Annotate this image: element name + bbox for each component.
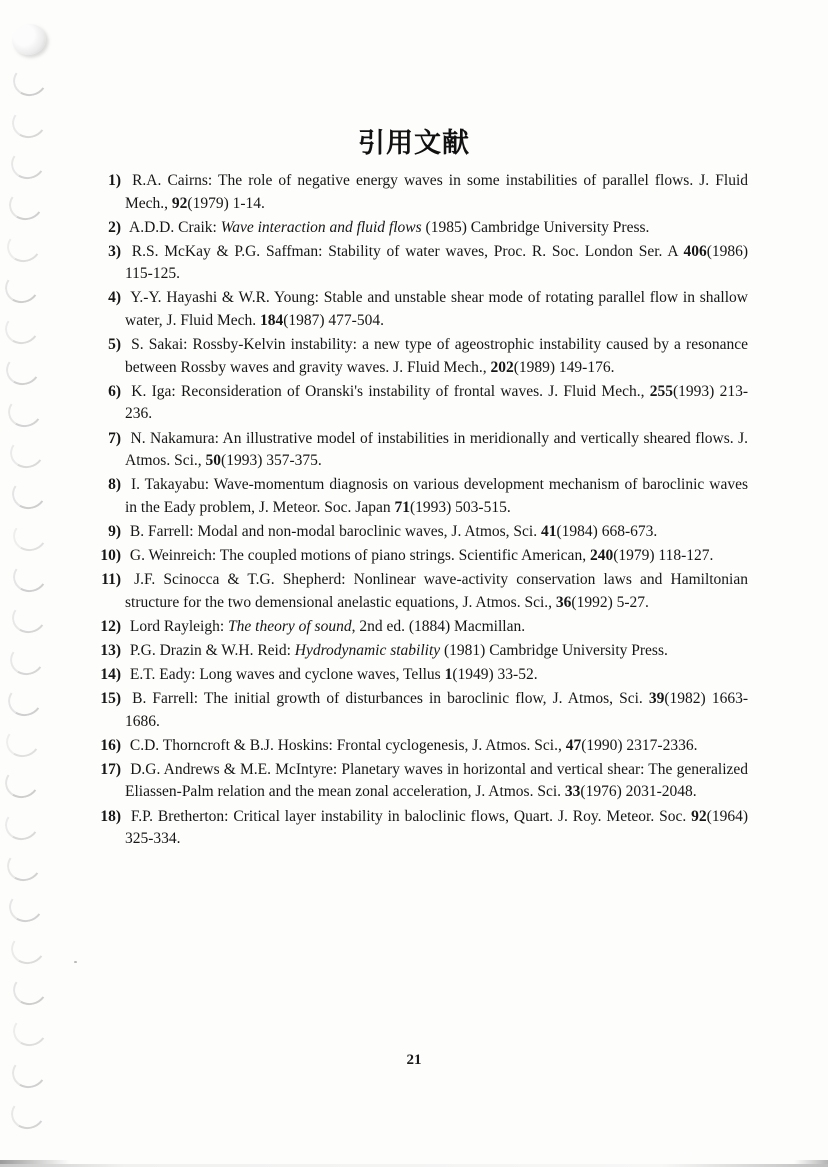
reference-text: (1976) 2031-2048. xyxy=(580,783,697,801)
reference-number: 8) xyxy=(108,476,121,494)
binding-hole xyxy=(8,1095,48,1132)
binding-hole xyxy=(3,351,43,388)
reference-number: 11) xyxy=(101,571,121,589)
binding-hole xyxy=(2,806,42,843)
binding-hole xyxy=(5,682,45,719)
reference-text: (1981) Cambridge University Press. xyxy=(440,641,668,659)
page-number: 21 xyxy=(406,1052,422,1068)
reference-item xyxy=(100,735,748,758)
reference-text: F.P. Bretherton: Critical layer instability in baloclinic flows, Quart. J. Roy. Meteor. Soc. xyxy=(130,807,692,825)
reference-text: 50 xyxy=(205,452,222,470)
reference-item xyxy=(100,806,748,851)
reference-text: (1993) 213-236. xyxy=(125,382,749,423)
reference-text: 47 xyxy=(565,736,582,754)
reference-text: 36 xyxy=(555,593,572,611)
reference-number: 12) xyxy=(100,617,121,635)
reference-number: 7) xyxy=(108,429,121,447)
reference-item xyxy=(100,334,748,379)
reference-text: (1985) Cambridge University Press. xyxy=(421,218,650,236)
reference-text: R.A. Cairns: The role of negative energy waves in some instabilities of parallel flows. J. Fluid Mech., xyxy=(125,172,749,212)
reference-text: B. Farrell: Modal and non-modal baroclinic waves, J. Atmos, Sci. xyxy=(129,522,541,540)
reference-number: 15) xyxy=(100,690,121,708)
binding-hole xyxy=(9,599,49,636)
reference-item xyxy=(100,569,748,614)
reference-item xyxy=(100,381,748,426)
reference-text: S. Sakai: Rossby-Kelvin instability: a new type of ageostrophic instability caused by a resonance between Rossby waves and gravity waves. J. Fluid Mech., xyxy=(125,336,748,376)
binding-hole xyxy=(10,1012,50,1049)
reference-text: (1979) 118-127. xyxy=(613,547,714,564)
reference-text: 92 xyxy=(171,194,188,212)
reference-text: 184 xyxy=(259,312,284,330)
reference-text: K. Iga: Reconsideration of Oranski's instability of frontal waves. J. Fluid Mech., xyxy=(131,382,650,400)
binding-hole xyxy=(2,310,42,347)
reference-text: 406 xyxy=(683,242,707,260)
reference-text: (1964) 325-334. xyxy=(125,807,748,848)
binding-hole xyxy=(10,62,50,99)
reference-item xyxy=(100,521,748,544)
reference-item xyxy=(100,616,748,639)
binding-hole xyxy=(10,517,50,554)
reference-text: 240 xyxy=(589,547,614,564)
reference-text: 39 xyxy=(648,690,665,708)
binding-hole xyxy=(6,186,46,223)
reference-text: 71 xyxy=(394,498,410,516)
reference-number: 9) xyxy=(108,522,121,540)
reference-text: J.F. Scinocca & T.G. Shepherd: Nonlinear wave-activity conservation laws and Hamiltonian structure for the two demensional anelastic equations, J. Atmos. Sci., xyxy=(125,571,748,611)
reference-text: Hydrodynamic stability xyxy=(294,641,441,659)
reference-item xyxy=(100,664,748,687)
reference-number: 5) xyxy=(108,336,121,354)
reference-item xyxy=(100,170,748,215)
reference-text: (1986) 115-125. xyxy=(125,242,749,283)
reference-text: 92 xyxy=(691,807,707,825)
reference-item xyxy=(100,640,748,663)
binding-hole xyxy=(4,847,44,884)
reference-text: 33 xyxy=(564,783,581,801)
reference-text: Wave interaction and fluid flows xyxy=(220,218,422,236)
reference-number: 2) xyxy=(108,218,121,236)
reference-number: 17) xyxy=(100,760,121,778)
reference-text: (1989) 149-176. xyxy=(513,358,615,376)
binding-hole xyxy=(9,21,49,58)
binding-hole xyxy=(5,393,45,430)
binding-hole xyxy=(2,764,42,801)
reference-item xyxy=(100,241,748,286)
binding-hole xyxy=(9,475,49,512)
reference-text: (1979) 1-14. xyxy=(187,194,265,212)
reference-item xyxy=(100,759,748,804)
reference-text: 1 xyxy=(444,665,453,683)
binding-hole xyxy=(10,558,50,595)
reference-text: 202 xyxy=(490,358,514,376)
reference-text: , 2nd ed. (1884) Macmillan. xyxy=(351,617,526,635)
reference-text: E.T. Eady: Long waves and cyclone waves, Tellus xyxy=(129,665,445,683)
reference-number: 10) xyxy=(100,547,121,564)
reference-item xyxy=(100,428,748,473)
reference-number: 4) xyxy=(108,289,121,307)
reference-number: 3) xyxy=(108,242,121,260)
reference-text: The theory of sound xyxy=(228,617,352,635)
reference-text: N. Nakamura: An illustrative model of instabilities in meridionally and vertically sheared flows. J. Atmos. Sci., xyxy=(125,429,749,470)
reference-number: 18) xyxy=(100,807,121,825)
reference-text: (1990) 2317-2336. xyxy=(581,736,698,754)
reference-list xyxy=(100,170,748,852)
binding-hole xyxy=(10,971,50,1008)
reference-text: (1993) 357-375. xyxy=(221,452,322,470)
reference-item xyxy=(100,287,748,332)
binding-hole xyxy=(6,888,46,925)
reference-text: (1992) 5-27. xyxy=(571,593,649,611)
binding-hole xyxy=(2,269,42,306)
scan-speck xyxy=(74,961,77,963)
reference-item xyxy=(100,217,748,240)
binding-holes xyxy=(0,0,60,1167)
binding-hole xyxy=(3,723,43,760)
reference-text: 255 xyxy=(649,382,673,400)
reference-item xyxy=(100,474,748,519)
reference-number: 16) xyxy=(100,736,121,754)
reference-text: C.D. Thorncroft & B.J. Hoskins: Frontal cyclogenesis, J. Atmos. Sci., xyxy=(129,736,566,754)
binding-hole xyxy=(7,641,47,678)
reference-text: I. Takayabu: Wave-momentum diagnosis on various development mechanism of baroclinic waves in the Eady problem, J. Meteor. Soc. Japan xyxy=(125,476,748,516)
reference-text: B. Farrell: The initial growth of disturbances in baroclinic flow, J. Atmos, Sci. xyxy=(132,690,649,708)
reference-item xyxy=(100,688,748,733)
reference-text: (1949) 33-52. xyxy=(452,665,538,683)
reference-text: Lord Rayleigh: xyxy=(129,617,229,635)
reference-item xyxy=(100,545,748,568)
reference-text: G. Weinreich: The coupled motions of piano strings. Scientific American, xyxy=(129,547,590,564)
page-title: 引用文献 xyxy=(358,128,470,159)
reference-number: 14) xyxy=(100,665,121,683)
reference-text: D.G. Andrews & M.E. McIntyre: Planetary waves in horizontal and vertical shear: The generalized Eliassen-Palm relation and the mean zonal acceleration, J. Atmos. Sci. xyxy=(125,760,749,801)
reference-text: (1982) 1663-1686. xyxy=(125,690,748,730)
reference-number: 1) xyxy=(108,172,121,189)
reference-text: A.D.D. Craik: xyxy=(129,218,221,236)
binding-hole xyxy=(8,930,48,967)
reference-text: Y.-Y. Hayashi & W.R. Young: Stable and unstable shear mode of rotating parallel flow in shallow water, J. Fluid Mech. xyxy=(125,289,748,330)
reference-text: (1984) 668-673. xyxy=(556,522,658,540)
binding-hole xyxy=(7,434,47,471)
reference-text: (1987) 477-504. xyxy=(283,312,384,330)
reference-text: P.G. Drazin & W.H. Reid: xyxy=(129,641,295,659)
reference-number: 13) xyxy=(100,641,121,659)
reference-text: R.S. McKay & P.G. Saffman: Stability of water waves, Proc. R. Soc. London Ser. A xyxy=(131,242,684,260)
reference-text: 41 xyxy=(541,522,557,540)
binding-hole xyxy=(4,228,44,265)
reference-number: 6) xyxy=(108,382,121,400)
reference-text: (1993) 503-515. xyxy=(409,498,511,516)
